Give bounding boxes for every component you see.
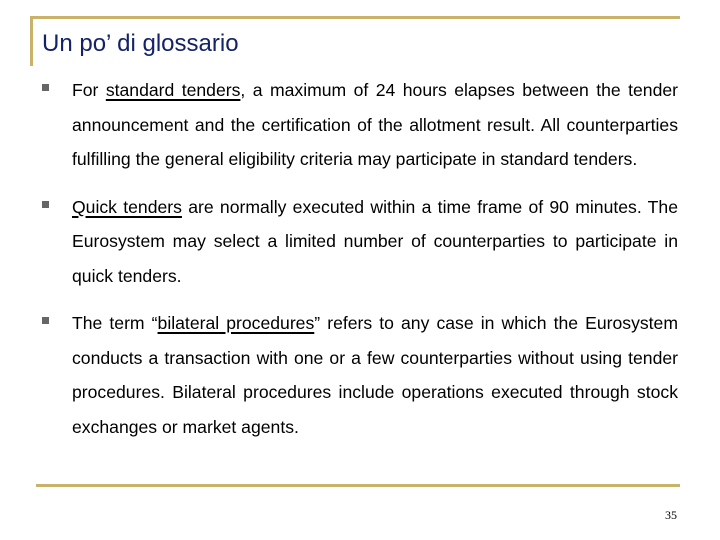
square-bullet-icon [42, 317, 49, 324]
bullet-text-lead: The term “ [72, 313, 158, 333]
square-bullet-icon [42, 201, 49, 208]
bullet-text [72, 73, 678, 177]
glossary-term: bilateral procedures [157, 313, 315, 333]
footer-rule [36, 484, 680, 487]
bullet-item-quick-tenders [42, 190, 678, 294]
glossary-term: standard tenders [105, 80, 241, 100]
bullet-text-body: ” refers to any case in which the Eurosystem conducts a transaction with one or a few counterparties without using tender procedures. Bilateral procedures include operations executed through stock exchanges or market agents. [72, 313, 678, 437]
bullet-text-body: , a maximum of 24 hours elapses between the tender announcement and the certification of the allotment result. All counterparties fulfilling the general eligibility criteria may participate in standard tenders. [72, 80, 678, 169]
title-accent-vertical-bar [30, 16, 33, 66]
bullet-item-bilateral-procedures [42, 306, 678, 444]
bullet-text-body: are normally executed within a time frame of 90 minutes. The Eurosystem may select a limited number of counterparties to participate in quick tenders. [72, 196, 679, 286]
bullet-text [72, 306, 678, 444]
bullet-text-lead: For [72, 80, 106, 100]
square-bullet-icon [42, 84, 49, 91]
page-number: 35 [665, 508, 677, 522]
bullet-list [42, 73, 678, 457]
bullet-item-standard-tenders [42, 73, 678, 177]
slide-title: Un po’ di glossario [42, 30, 239, 57]
bullet-text [72, 190, 678, 294]
title-accent-horizontal-bar [30, 16, 680, 19]
glossary-term: Quick tenders [72, 196, 182, 217]
